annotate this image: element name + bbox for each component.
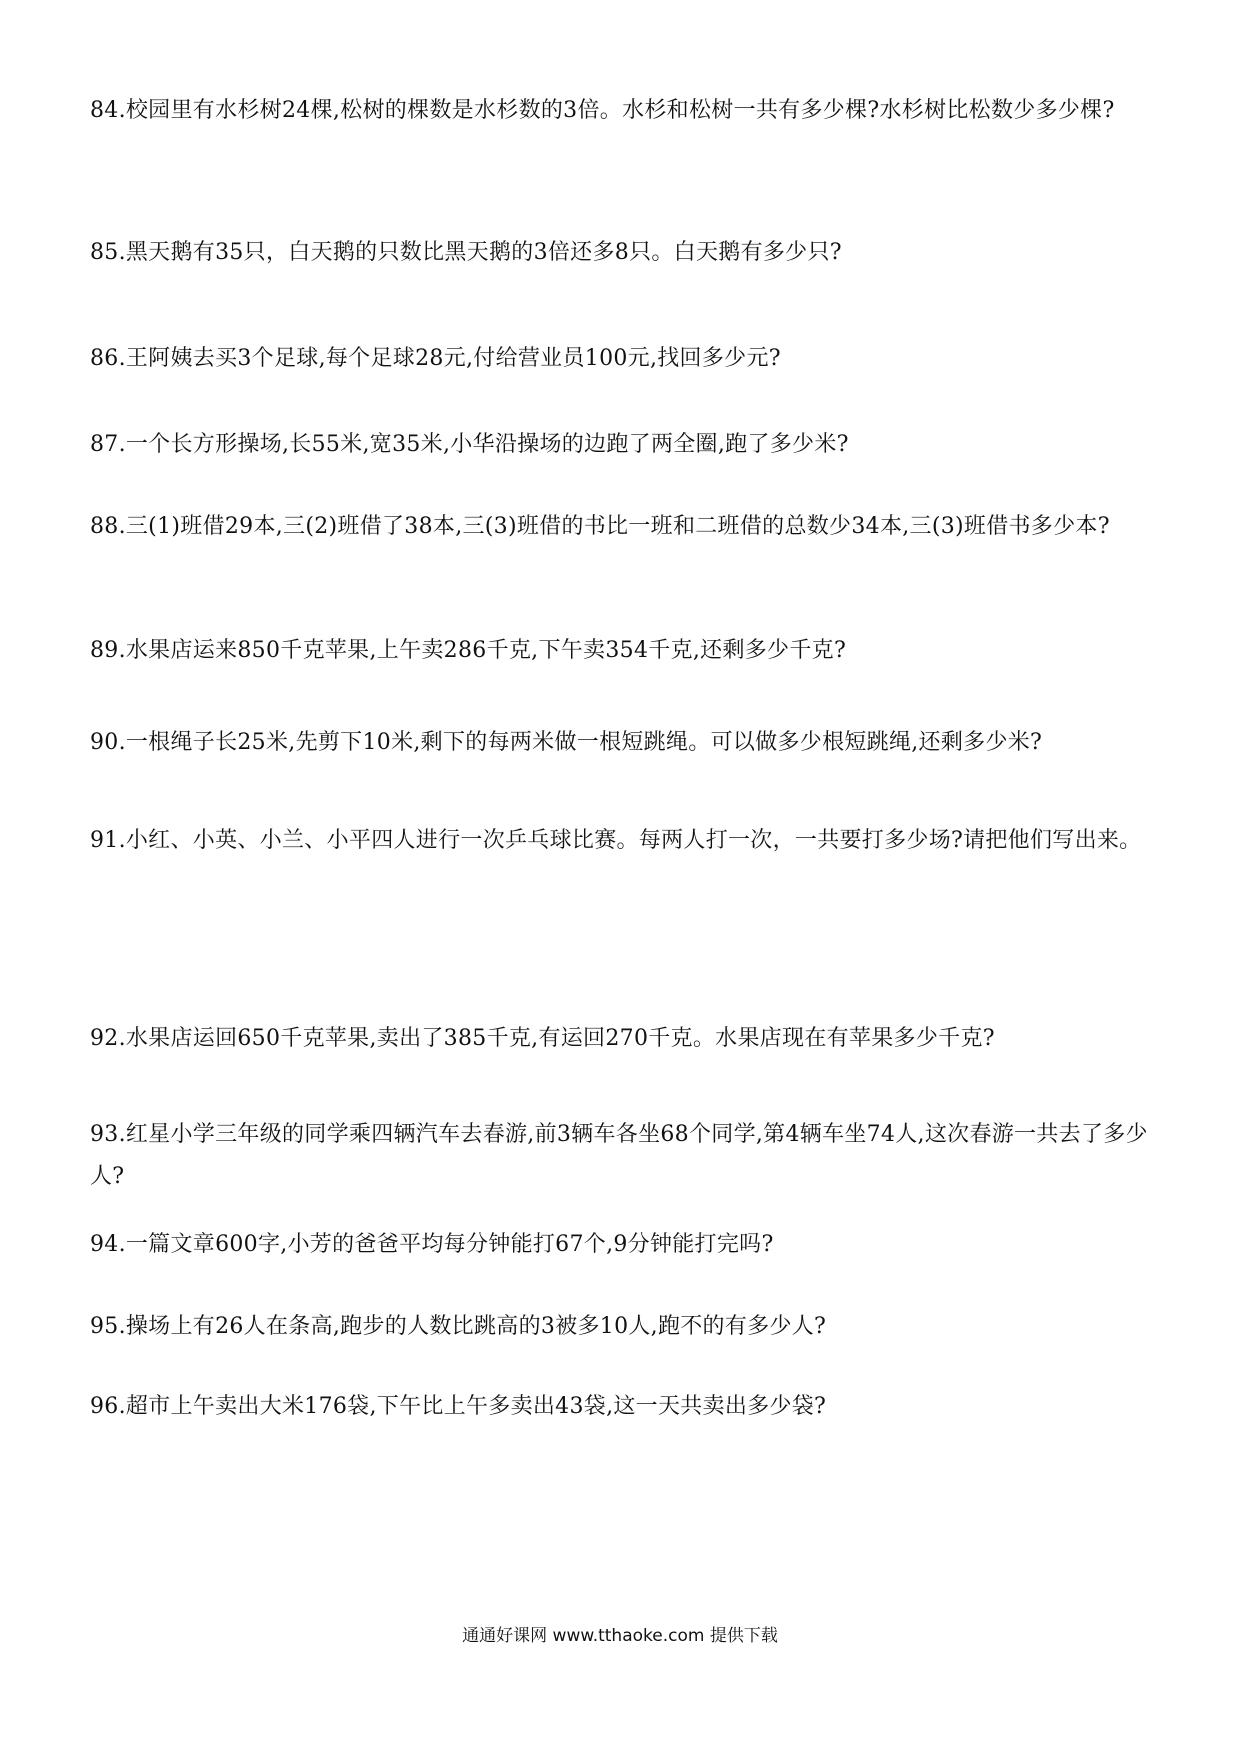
problem-95: 95.操场上有26人在条高,跑步的人数比跳高的3被多10人,跑不的有多少人? xyxy=(90,1314,827,1339)
problem-94: 94.一篇文章600字,小芳的爸爸平均每分钟能打67个,9分钟能打完吗? xyxy=(90,1232,774,1257)
problem-86: 86.王阿姨去买3个足球,每个足球28元,付给营业员100元,找回多少元? xyxy=(90,346,781,371)
problem-93: 93.红星小学三年级的同学乘四辆汽车去春游,前3辆车各坐68个同学,第4辆车坐74人,这次春游一共去了多少人? xyxy=(90,1122,1148,1189)
problem-90: 90.一根绳子长25米,先剪下10米,剩下的每两米做一根短跳绳。可以做多少根短跳绳,还剩多少米? xyxy=(90,730,1043,755)
problem-92: 92.水果店运回650千克苹果,卖出了385千克,有运回270千克。水果店现在有苹果多少千克? xyxy=(90,1026,995,1051)
problem-87: 87.一个长方形操场,长55米,宽35米,小华沿操场的边跑了两全圈,跑了多少米? xyxy=(90,432,849,457)
problem-91: 91.小红、小英、小兰、小平四人进行一次乒乓球比赛。每两人打一次，一共要打多少场?请把他们写出来。 xyxy=(90,828,1142,853)
problem-89: 89.水果店运来850千克苹果,上午卖286千克,下午卖354千克,还剩多少千克? xyxy=(90,638,847,663)
problem-88: 88.三(1)班借29本,三(2)班借了38本,三(3)班借的书比一班和二班借的总数少34本,三(3)班借书多少本? xyxy=(90,514,1110,539)
problem-85: 85.黑天鹅有35只，白天鹅的只数比黑天鹅的3倍还多8只。白天鹅有多少只? xyxy=(90,240,842,265)
page-footer: 通通好课网 www.tthaoke.com 提供下载 xyxy=(462,1626,778,1646)
problem-84: 84.校园里有水杉树24棵,松树的棵数是水杉数的3倍。水杉和松树一共有多少棵?水杉树比松数少多少棵? xyxy=(90,98,1115,123)
problem-96: 96.超市上午卖出大米176袋,下午比上午多卖出43袋,这一天共卖出多少袋? xyxy=(90,1394,827,1419)
